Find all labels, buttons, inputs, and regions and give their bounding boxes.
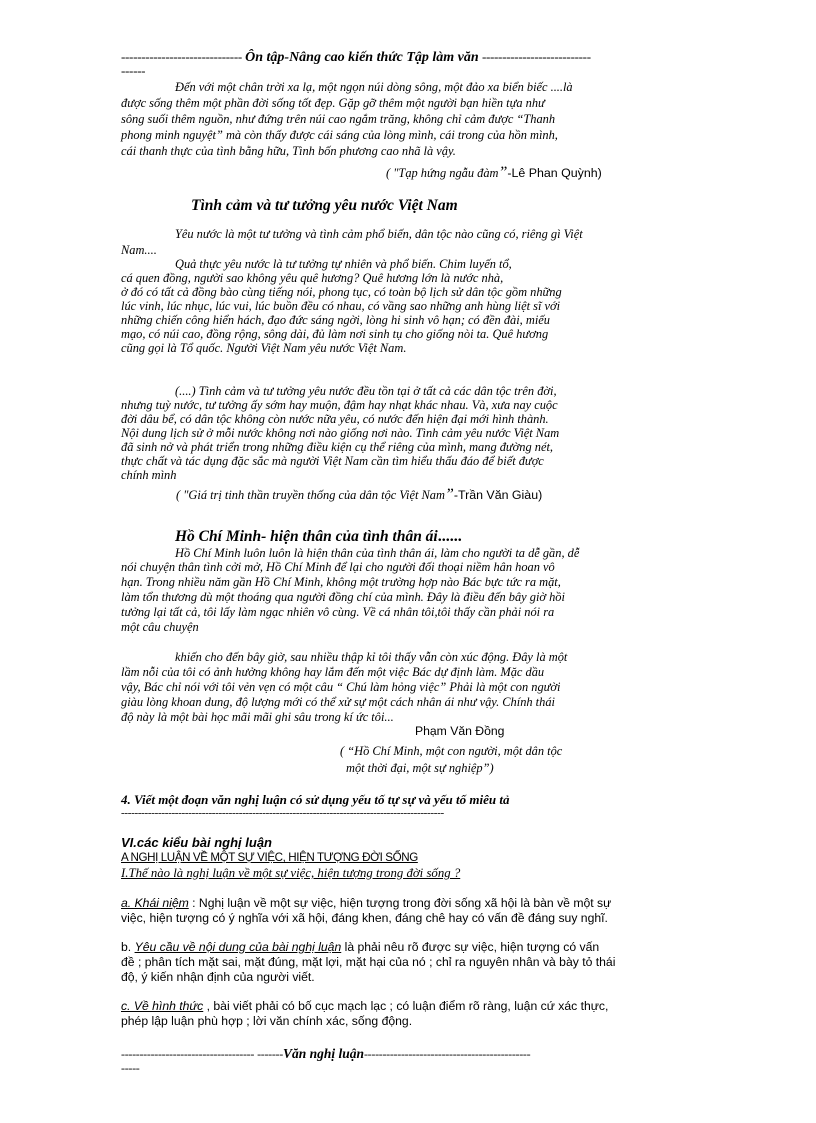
section6-subheading: A NGHỊ LUẬN VỀ MỘT SỰ VIỆC, HIỆN TƯỢNG ĐỜI SỐNG	[121, 851, 418, 864]
section2-line: vậy, Bác chỉ nói với tôi vẻn vẹn có một câu “ Chú làm hỏng việc” Phải là một con người	[121, 680, 561, 694]
section1-source-quote: ”	[444, 486, 454, 503]
section2-line: khiến cho đến bây giờ, sau nhiều thập kỉ tôi thấy vẫn còn xúc động. Đây là một	[175, 650, 568, 664]
section2-line: tưởng lại tất cả, tôi lấy làm ngạc nhiên vô cùng. Về cá nhân tôi,tôi thấy cần phải nói ra	[121, 605, 555, 619]
header-title: Ôn tập-Nâng cao kiến thức Tập làm văn	[245, 50, 479, 65]
section-title: Tình cảm và tư tưởng yêu nước Việt Nam	[191, 197, 458, 214]
section1-line: (....) Tình cảm và tư tưởng yêu nước đều tồn tại ở tất cả các dân tộc trên đời,	[175, 384, 557, 398]
page-footer	[121, 1047, 731, 1061]
item-b-label: Yêu cầu về nội dung của bài nghị luận	[134, 940, 342, 954]
intro-source-quote: ”	[498, 164, 508, 181]
intro-source	[386, 166, 736, 180]
footer-dashes-cont: -----	[121, 1061, 140, 1075]
section2-title-tail: ......	[437, 528, 462, 545]
item-a-text: : Nghị luận về một sự việc, hiện tượng trong đời sống xã hội là bàn về một sự	[188, 896, 612, 910]
section1-line: đời dâu bể, có dân tộc không còn nước nữa yêu, có nước đến hiện đại mới hình thành.	[121, 412, 549, 426]
item-a-line: việc, hiện tượng có ý nghĩa với xã hội, đáng khen, đáng chê hay có vấn đề đáng suy nghĩ.	[121, 911, 608, 925]
section2-line: độ này là một bài học mãi mãi ghi sâu trong kí ức tôi...	[121, 710, 394, 724]
item-b-prefix: b.	[121, 940, 135, 954]
item-c-label: c. Về hình thức	[121, 999, 204, 1013]
section1-line: cá quen đồng, người sao không yêu quê hương? Quê hương lớn là nước nhà,	[121, 271, 504, 285]
header-dashes-right: ---------------------------	[481, 49, 591, 64]
item-b-text: là phải nêu rõ được sự việc, hiện tượng có vấn	[341, 940, 600, 954]
section2-line: Hồ Chí Minh luôn luôn là hiện thân của tình thân ái, làm cho người ta dễ gần, dễ	[175, 546, 580, 560]
item-c	[121, 999, 731, 1013]
task-heading: 4. Viết một đoạn văn nghị luận có sử dụng yếu tố tự sự và yếu tố miêu tả	[121, 792, 510, 807]
header-dashes-cont: ------	[121, 63, 146, 78]
section2-line: nói chuyện thân tình cởi mở, Hồ Chí Minh để lại cho người đối thoại niềm hân hoan vô	[121, 560, 555, 574]
section2-line: hạn. Trong nhiều năm gần Hồ Chí Minh, không một trường hợp nào Bác bực tức ra mặt,	[121, 575, 561, 589]
section1-line: cũng gọi là Tổ quốc. Người Việt Nam yêu nước Việt Nam.	[121, 341, 407, 355]
item-a	[121, 896, 731, 910]
section2-line: giàu lòng khoan dung, độ lượng mới có thể xử sự một cách nhân ái như vậy. Chính thái	[121, 695, 555, 709]
section2-author: Phạm Văn Đồng	[415, 724, 505, 738]
intro-source-author: -Lê Phan Quỳnh)	[507, 166, 602, 180]
intro-line: phong minh nguyệt” mà còn thấy được cái sáng của lòng mình, cái trong của hồn mình,	[121, 128, 558, 142]
item-b	[121, 940, 731, 954]
item-c-text: , bài viết phải có bố cục mạch lạc ; có luận điểm rõ ràng, luận cứ xác thực,	[203, 999, 609, 1013]
intro-line: sông suối thêm nguồn, như đứng trên núi cao ngắm trăng, không chỉ cảm được “Thanh	[121, 112, 556, 126]
footer-dashes-left: ------------------------------------	[121, 1047, 255, 1061]
section-title	[175, 530, 785, 544]
section2-source: một thời đại, một sự nghiệp”)	[346, 761, 494, 775]
section1-line: đã sinh nở và phát triển trong những điều kiện cụ thể riêng của mình, mang đường nét,	[121, 440, 554, 454]
section1-line: Yêu nước là một tư tưởng và tình cảm phổ biến, dân tộc nào cũng có, riêng gì Việt	[175, 227, 583, 241]
section2-source: ( “Hồ Chí Minh, một con người, một dân tộc	[340, 744, 563, 758]
footer-title: Văn nghị luận	[282, 1046, 364, 1061]
section1-source-title: ( "Giá trị tinh thần truyền thống của dân tộc Việt Nam	[176, 488, 445, 502]
section1-line: chính mình	[121, 468, 177, 482]
intro-line: được sống thêm một phần đời sống tốt đẹp. Gặp gỡ thêm một người bạn hiền tựa như	[121, 96, 545, 110]
item-a-label: a. Khái niệm	[121, 896, 189, 910]
item-c-line: phép lập luận phù hợp ; lời văn chính xác, sống động.	[121, 1014, 413, 1028]
item-b-line: đề ; phân tích mặt sai, mặt đúng, mặt lợi, mặt hại của nó ; chỉ ra nguyên nhân và bày tỏ thái	[121, 955, 616, 969]
section1-line: Nội dung lịch sử ở mỗi nước không nơi nào giống nơi nào. Tình cảm yêu nước Việt Nam	[121, 426, 560, 440]
section1-source	[176, 488, 736, 502]
item-b-line: độ, ý kiến nhận định của người viết.	[121, 970, 315, 984]
section1-line: lúc vinh, lúc nhục, lúc vui, lúc buồn đều có nhau, có vầng sao những anh hùng liệt sĩ với	[121, 299, 561, 313]
task-dashes: ------------------------------------------------------------------------------------------------	[121, 807, 444, 819]
intro-line: cái thanh thực của tình bằng hữu, Tình bốn phương cao nhã là vậy.	[121, 144, 456, 158]
section1-line: những chiến công hiển hách, đạo đức sáng ngời, lòng hi sinh vô hạn; có đền đài, miếu	[121, 313, 550, 327]
section2-line: một câu chuyện	[121, 620, 199, 634]
section6-heading: VI.các kiểu bài nghị luận	[121, 835, 272, 850]
section1-source-author: -Trần Văn Giàu)	[453, 488, 543, 502]
section1-line: mạo, có núi cao, đồng rộng, sông dài, đủ làm nơi sinh tụ cho giống nòi ta. Quê hương	[121, 327, 549, 341]
section6-question: I.Thế nào là nghị luận về một sự việc, hiện tượng trong đời sống ?	[121, 866, 461, 880]
section1-line: Quả thực yêu nước là tư tưởng tự nhiên và phổ biến. Chim luyến tổ,	[175, 257, 512, 271]
section2-line: làm tổn thương dù một thoáng qua người đồng chí của mình. Đây là điều đến bây giờ hồi	[121, 590, 565, 604]
header-dashes-left: ------------------------------	[121, 49, 242, 64]
page-header	[121, 50, 731, 65]
section2-line: lầm nỗi của tôi có ảnh hưởng không hay lắm đến một việc Bác dự định làm. Mặc dầu	[121, 665, 545, 679]
intro-line: Đến với một chân trời xa lạ, một ngọn núi dòng sông, một đảo xa biển biếc ....là	[175, 80, 573, 94]
section1-line: nhưng tuỳ nước, tư tưởng ấy sớm hay muộn, đậm hay nhạt khác nhau. Và, xưa nay cuộc	[121, 398, 558, 412]
footer-dashes-right: ---------------------------------------------	[363, 1047, 531, 1061]
intro-source-title: ( "Tạp hứng ngẫu đàm	[386, 166, 499, 180]
section1-line: thực chất và tác dụng đặc sắc mà người Việt Nam cần tìm hiểu thấu đáo để biết được	[121, 454, 544, 468]
section2-title: Hồ Chí Minh- hiện thân của tình thân ái	[175, 528, 438, 545]
footer-dashes-mid: -------	[257, 1047, 283, 1061]
section1-line: Nam....	[121, 243, 157, 257]
section1-line: ở đó có tất cả đồng bào cùng tiếng nói, phong tục, có toàn bộ lịch sử dân tộc gồm những	[121, 285, 562, 299]
